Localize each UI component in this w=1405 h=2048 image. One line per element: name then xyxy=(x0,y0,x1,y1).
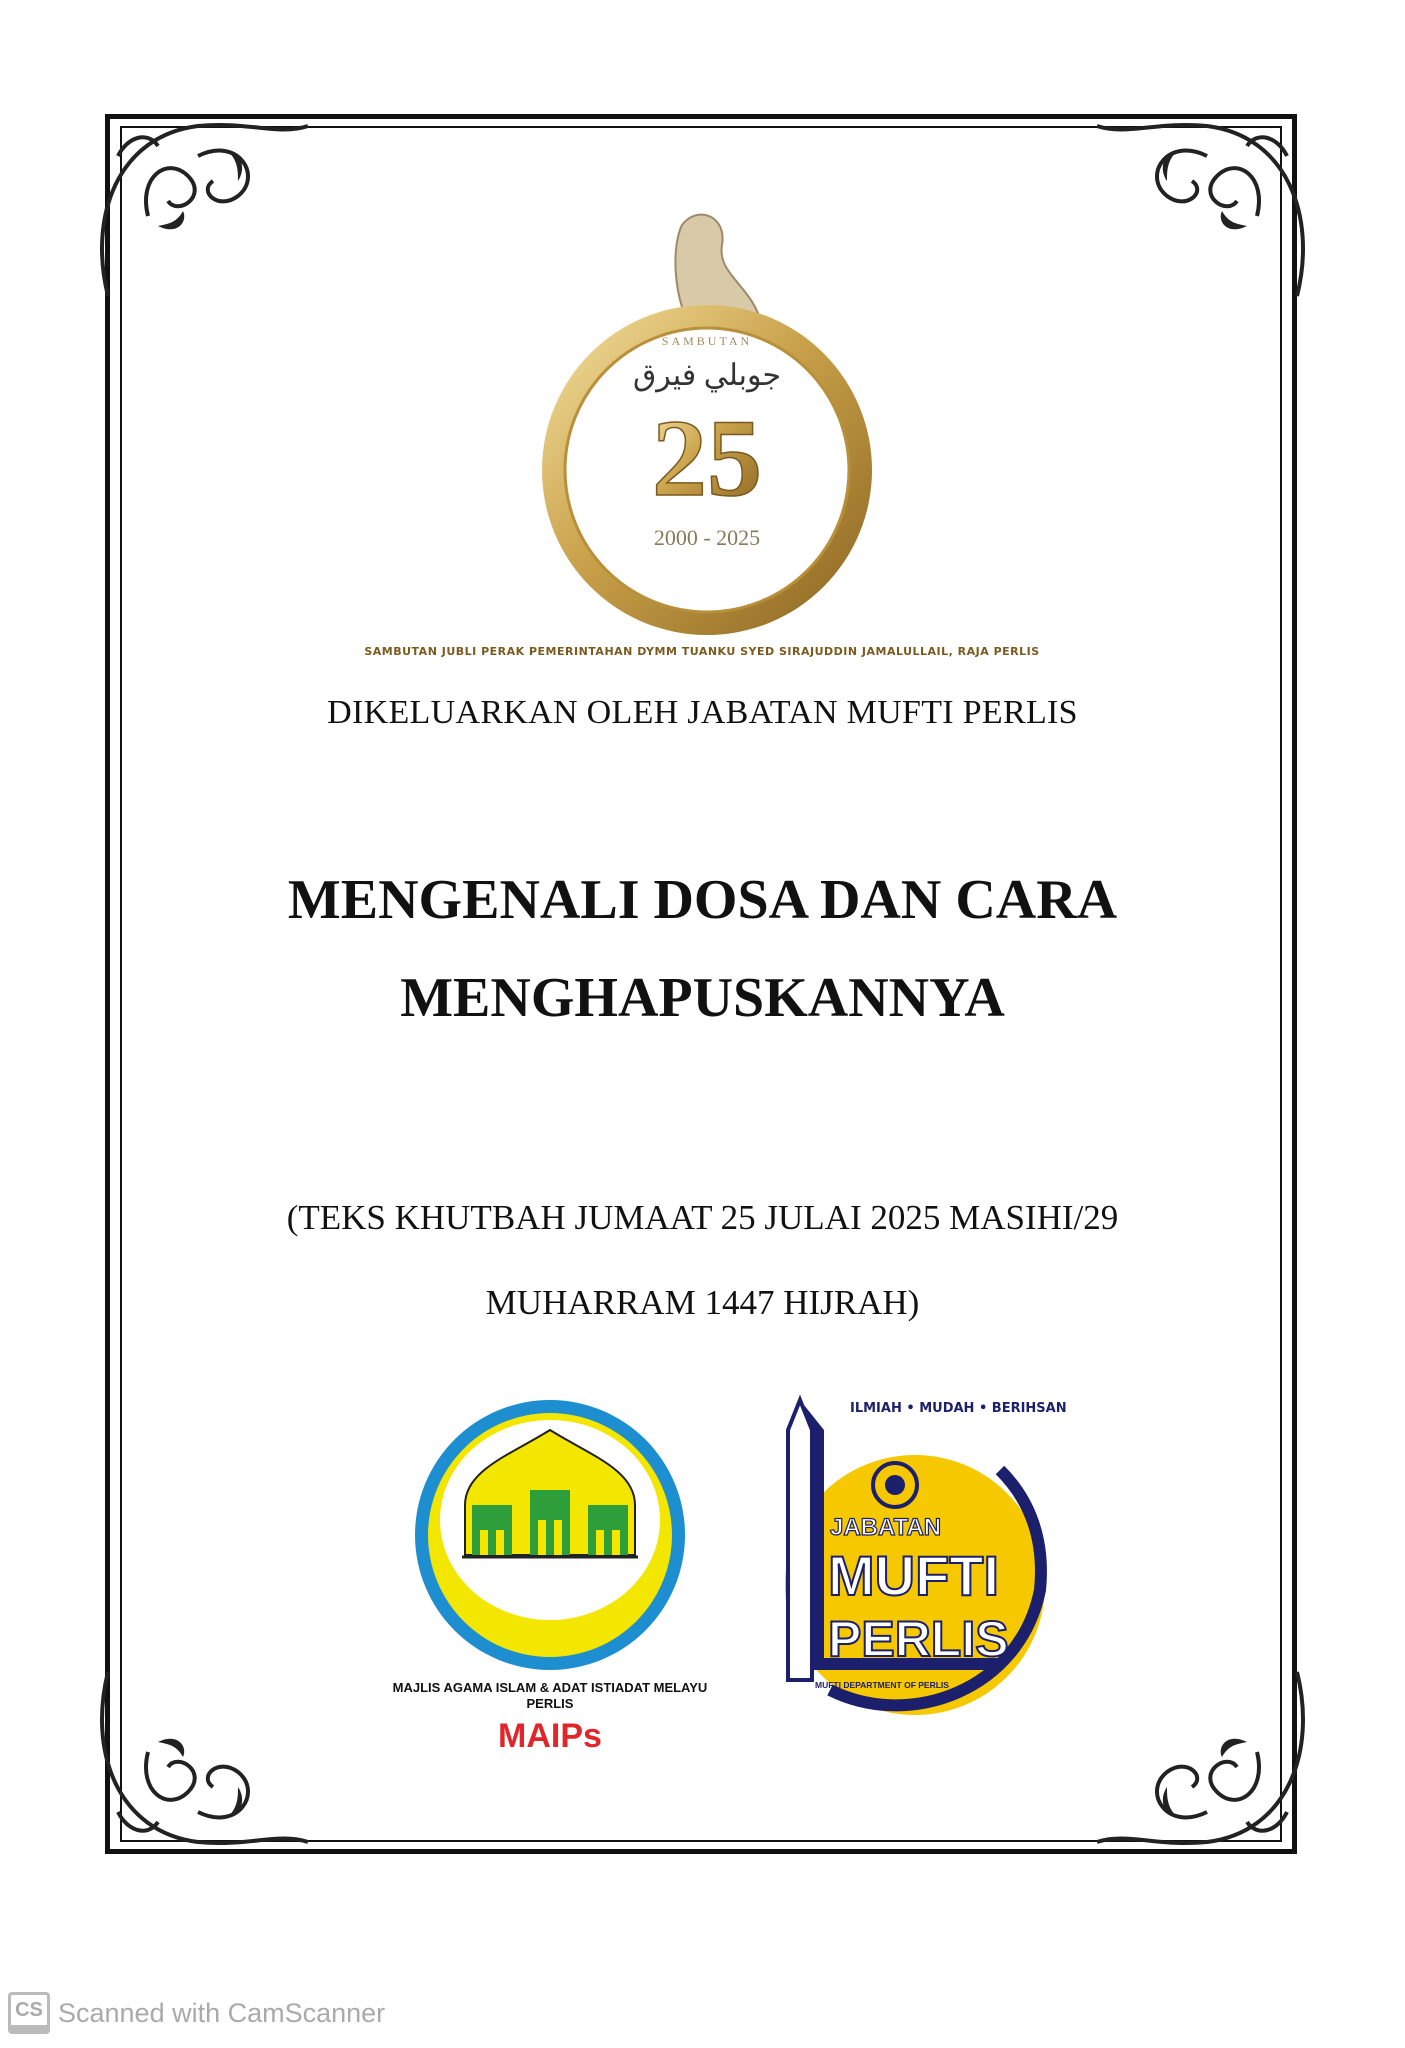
mufti-logo-english: MUFTI DEPARTMENT OF PERLIS xyxy=(815,1680,949,1690)
sermon-date-line-1: (TEKS KHUTBAH JUMAAT 25 JULAI 2025 MASIHI/29 xyxy=(286,1198,1119,1237)
camscanner-icon: CS xyxy=(8,1992,50,2034)
mufti-logo-top: JABATAN xyxy=(830,1514,942,1541)
camscanner-text: Scanned with CamScanner xyxy=(58,1997,386,2028)
document-title-line-1: MENGENALI DOSA DAN CARA xyxy=(287,869,1118,931)
jabatan-mufti-perlis-logo xyxy=(760,1390,1080,1720)
emblem-top-label: SAMBUTAN xyxy=(661,334,753,348)
mufti-logo-main2: PERLIS xyxy=(828,1611,1009,1667)
maips-logo xyxy=(400,1395,700,1675)
emblem-years: 2000 - 2025 xyxy=(653,525,761,550)
silver-jubilee-emblem xyxy=(522,205,892,635)
corner-ornament-icon xyxy=(1087,1642,1317,1872)
issuer-text: DIKELUARKAN OLEH JABATAN MUFTI PERLIS xyxy=(327,694,1078,731)
mufti-logo-main1: MUFTI xyxy=(828,1544,1000,1607)
emblem-number: 25 xyxy=(652,397,762,519)
document-title-line-2: MENGHAPUSKANNYA xyxy=(400,967,1005,1029)
svg-text:جوبلي فيرق: جوبلي فيرق xyxy=(632,359,782,392)
corner-ornament-icon xyxy=(1087,96,1317,326)
maips-acronym: MAIPs xyxy=(498,1717,602,1755)
maips-ring-text: MAJLIS AGAMA ISLAM & ADAT ISTIADAT MELAYU PERLIS xyxy=(392,1680,708,1711)
sermon-date-line-2: MUHARRAM 1447 HIJRAH) xyxy=(485,1283,920,1322)
camscanner-watermark xyxy=(8,1992,385,2034)
corner-ornament-icon xyxy=(88,1642,318,1872)
emblem-ring-text: SAMBUTAN JUBLI PERAK PEMERINTAHAN DYMM TUANKU SYED SIRAJUDDIN JAMALULLAIL, RAJA PERLIS xyxy=(364,645,1040,658)
mufti-motto: ILMIAH • MUDAH • BERIHSAN xyxy=(850,1401,1067,1416)
corner-ornament-icon xyxy=(88,96,318,326)
